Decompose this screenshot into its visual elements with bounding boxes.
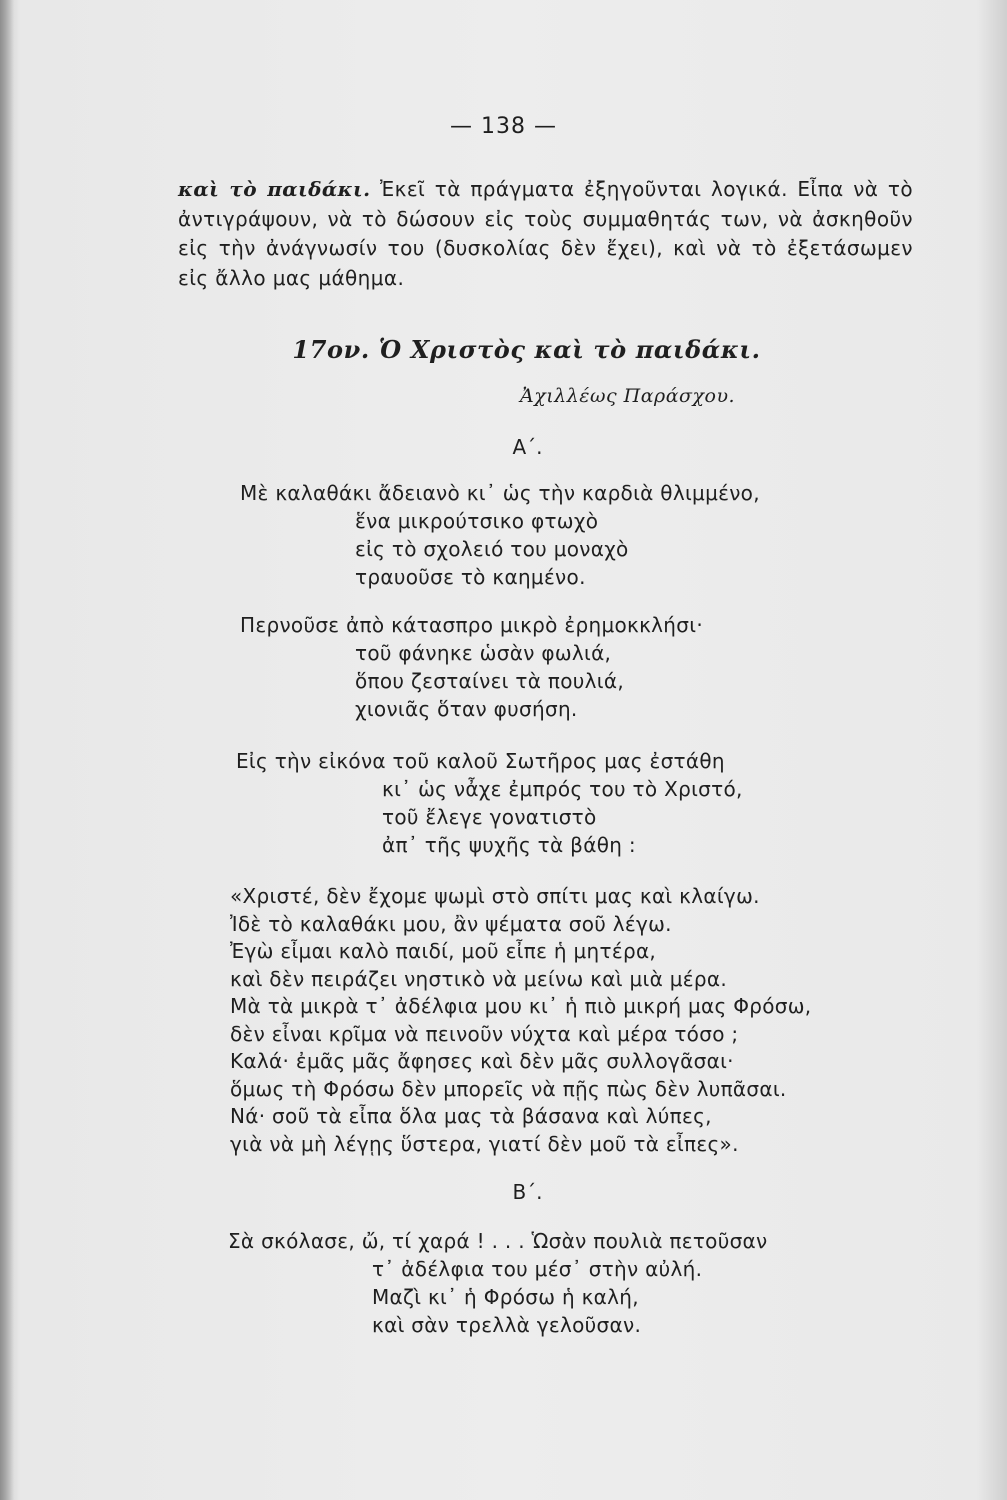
poem-line: ἀπ᾿ τῆς ψυχῆς τὰ βάθη : [382, 833, 636, 857]
poem-line: Μὰ τὰ μικρὰ τ᾿ ἀδέλφια μου κι᾿ ἡ πιὸ μικρή μας Φρόσω, [230, 994, 812, 1018]
poem-line: Νά· σοῦ τὰ εἶπα ὅλα μας τὰ βάσανα καὶ λύπες, [230, 1104, 712, 1128]
poem-line: γιὰ νὰ μὴ λέγῃς ὕστερα, γιατί δὲν μοῦ τὰ εἶπες». [230, 1131, 739, 1156]
poem-line: εἰς τὸ σχολειό του μοναχὸ [355, 537, 629, 561]
poem-line: Ἐγὼ εἶμαι καλὸ παιδί, μοῦ εἶπε ἡ μητέρα, [230, 939, 657, 963]
poem-line: τοῦ ἔλεγε γονατιστὸ [382, 805, 597, 829]
poem-line: κι᾿ ὡς νἆχε ἐμπρός του τὸ Χριστό, [382, 777, 743, 801]
page-edge-shadow [0, 0, 14, 1500]
poem-line: Καλά· ἐμᾶς μᾶς ἄφησες καὶ δὲν μᾶς συλλογᾶσαι· [230, 1049, 734, 1073]
poem-line: καὶ σὰν τρελλὰ γελοῦσαν. [372, 1313, 642, 1337]
stanza-1 [240, 479, 760, 591]
section-title: 17ον. Ὁ Χριστὸς καὶ τὸ παιδάκι. [292, 335, 761, 364]
poem-line: δὲν εἶναι κρῖμα νὰ πεινοῦν νύχτα καὶ μέρα τόσο ; [230, 1021, 739, 1046]
poem-line: τοῦ φάνηκε ὡσὰν φωλιά, [355, 641, 612, 665]
part-a-heading: Α΄. [512, 435, 543, 459]
poem-line: τραυοῦσε τὸ καημένο. [355, 565, 586, 589]
poem-line: χιονιᾶς ὅταν φυσήση. [355, 697, 578, 721]
poem-line: Εἰς τὴν εἰκόνα τοῦ καλοῦ Σωτῆρος μας ἐστάθη [236, 749, 725, 773]
poem-line: Ἰδὲ τὸ καλαθάκι μου, ἂν ψέματα σοῦ λέγω. [230, 911, 672, 936]
poem-line: ἕνα μικρούτσικο φτωχὸ [355, 509, 599, 533]
poem-line: Μαζὶ κι᾿ ἡ Φρόσω ἡ καλή, [372, 1285, 639, 1309]
poem-line: Περνοῦσε ἀπὸ κάτασπρο μικρὸ ἐρημοκκλήσι· [240, 613, 703, 637]
poem-line: καὶ δὲν πειράζει νηστικὸ νὰ μείνω καὶ μιὰ μέρα. [230, 966, 727, 991]
poem-line: «Χριστέ, δὲν ἔχομε ψωμὶ στὸ σπίτι μας καὶ κλαίγω. [230, 884, 760, 908]
part-b-heading: Β΄. [512, 1180, 543, 1204]
stanza-2 [240, 611, 703, 723]
stanza-3 [236, 747, 743, 859]
intro-lead: καὶ τὸ παιδάκι. [178, 177, 371, 201]
poem-line: ὅμως τὴ Φρόσω δὲν μπορεῖς νὰ πῇς πὼς δὲν λυπᾶσαι. [230, 1076, 787, 1101]
poem-line: ὅπου ζεσταίνει τὰ πουλιά, [355, 669, 624, 693]
poem-author: Ἀχιλλέως Παράσχου. [520, 385, 736, 407]
intro-text: Ἐκεῖ τὰ πράγματα ἐξηγοῦνται λογικά. Εἶπα νὰ τὸ ἀντιγράψουν, νὰ τὸ δώσουν εἰς τοὺς συμμαθητάς των, νὰ ἀσκηθοῦν εἰς τὴν ἀνάγνωσίν του (δυσκολίας δὲν ἔχει), καὶ νὰ τὸ ἐξετάσωμεν εἰς ἄλλο μας μάθημα. [178, 177, 913, 290]
page-number: — 138 — [450, 114, 557, 139]
poem-line: τ᾿ ἀδέλφια του μέσ᾿ στὴν αὐλή. [372, 1257, 703, 1281]
stanza-5 [228, 1227, 768, 1339]
intro-paragraph [178, 175, 913, 293]
poem-line: Σὰ σκόλασε, ὤ, τί χαρά ! . . . Ὡσὰν πουλιὰ πετοῦσαν [228, 1229, 768, 1253]
poem-line: Μὲ καλαθάκι ἄδειανὸ κι᾿ ὡς τὴν καρδιὰ θλιμμένο, [240, 481, 760, 505]
stanza-4 [230, 883, 811, 1158]
